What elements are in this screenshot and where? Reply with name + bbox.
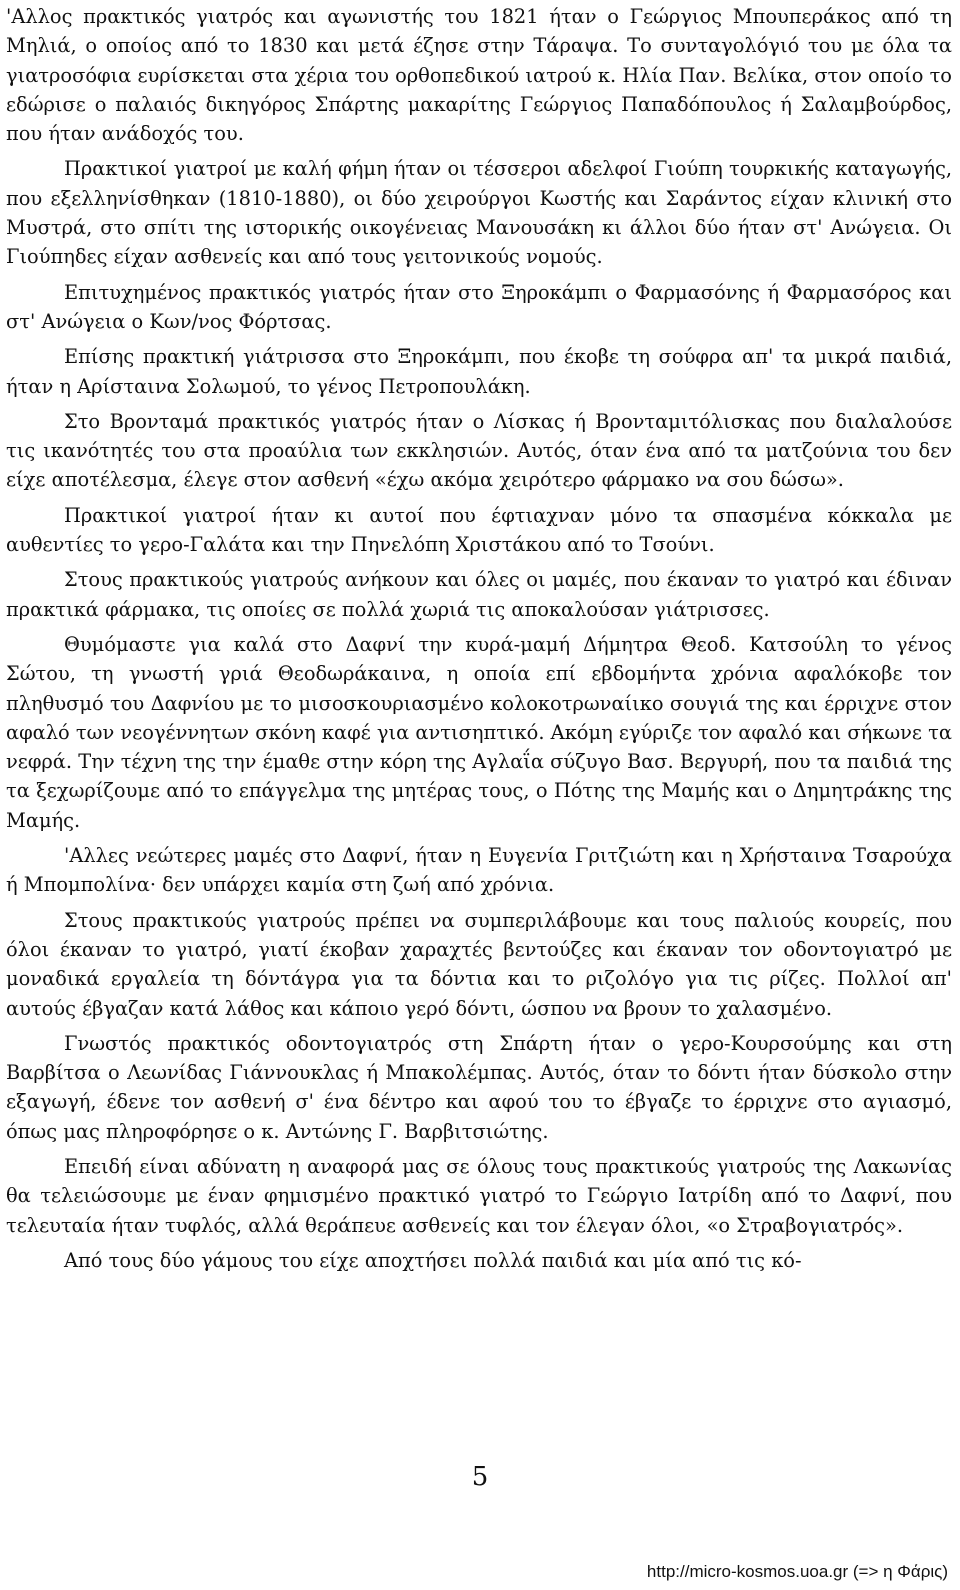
paragraph: 'Αλλες νεώτερες μαμές στο Δαφνί, ήταν η Ευγενία Γριτζιώτη και η Χρήσταινα Τσαρούχα ή Μπομπολίνα· δεν υπάρχει καμία στη ζωή από χρόνια. — [6, 844, 952, 897]
paragraph: Στους πρακτικούς γιατρούς ανήκουν και όλες οι μαμές, που έκαναν το γιατρό και έδιναν πρακτικά φάρμακα, τις οποίες σε πολλά χωριά τις αποκαλούσαν γιάτρισσες. — [6, 568, 952, 621]
paragraph: Πρακτικοί γιατροί ήταν κι αυτοί που έφτιαχναν μόνο τα σπασμένα κόκκαλα με αυθεντίες το γερο-Γαλάτα και την Πηνελόπη Χριστάκου από το Τσούνι. — [6, 503, 952, 557]
paragraph: Από τους δύο γάμους του είχε αποχτήσει πολλά παιδιά και μία από τις κό- — [64, 1248, 802, 1272]
paragraph: Πρακτικοί γιατροί με καλή φήμη ήταν οι τέσσεροι αδελφοί Γιούπη τουρκικής καταγωγής, που εξελληνίσθηκαν (1810-1880), οι δύο χειρούργοι Κωστής και Σαράντος είχαν κλινική στο Μυστρά, στο σπίτι της ιστορικής οικογένειας Μανουσάκη κι άλλοι δύο ήταν στ' Ανώγεια. Οι Γιούπηδες είχαν ασθενείς και από τους γειτονικούς νομούς. — [6, 157, 952, 269]
paragraph: Θυμόμαστε για καλά στο Δαφνί την κυρά-μαμή Δήμητρα Θεοδ. Κατσούλη το γένος Σώτου, τη γνωστή γριά Θεοδωράκαινα, η οποία επί εβδομήντα χρόνια αφαλόκοβε τον πληθυσμό του Δαφνίου με το μισοσκουριασμένο κολοκοτρωναίικο σουγιά της και έρριχνε στον αφαλό των νεογέννητων σκόνη καφέ για αντισηπτικό. Ακόμη εγύριζε τον αφαλό και σήκωνε τα νεφρά. Την τέχνη της την έμαθε στην κόρη της Αγλαΐα σύζυγο Βασ. Βεργυρή, που τα παιδιά της τα ξεχωρίζουμε από το επάγγελμα της μητέρας τους, ο Πότης της Μαμής και ο Δημητράκης της Μαμής. — [6, 632, 952, 832]
paragraph: Γνωστός πρακτικός οδοντογιατρός στη Σπάρτη ήταν ο γερο-Κουρσούμης και στη Βαρβίτσα ο Λεωνίδας Γιάννουκλας ή Μπακολέμπας. Αυτός, όταν το δόντι ήταν δύσκολο στην εξαγωγή, έδενε τον ασθενή σ' ένα δέντρο και αφού του το έβγαζε το έρριχνε στο αγιασμό, όπως μας πληροφόρησε ο κ. Αντώνης Γ. Βαρβιτσιώτης. — [6, 1031, 952, 1143]
page-number: 5 — [471, 1462, 489, 1492]
source-url[interactable]: http://micro-kosmos.uoa.gr (=> η Φάρις) — [646, 1562, 948, 1581]
paragraph: Επίσης πρακτική γιάτρισσα στο Ξηροκάμπι, που έκοβε τη σούφρα απ' τα μικρά παιδιά, ήταν η Αρίσταινα Σολωμού, το γένος Πετροπουλάκη. — [6, 345, 952, 398]
paragraph: Στους πρακτικούς γιατρούς πρέπει να συμπεριλάβουμε και τους παλιούς κουρείς, που όλοι έκαναν το γιατρό, γιατί έκοβαν χαραχτές βεντούζες και έκαναν τον οδοντογιατρό με μοναδικά εργαλεία τη δόντάγρα για τα δόντια και το ριζολόγο για τις ρίζες. Πολλοί απ' αυτούς έβγαζαν κατά λάθος και κάποιο γερό δόντι, ώσπου να βρουν το χαλασμένο. — [6, 908, 952, 1020]
paragraph: 'Αλλος πρακτικός γιατρός και αγωνιστής του 1821 ήταν ο Γεώργιος Μπουπεράκος από τη Μηλιά, ο οποίος από το 1830 και μετά έζησε στην Τάραψα. Το συνταγολόγιό του με όλα τα γιατροσόφια ευρίσκεται στα χέρια του ορθοπεδικού ιατρού κ. Ηλία Παν. Βελίκα, στον οποίο το εδώρισε ο παλαιός δικηγόρος Σπάρτης μακαρίτης Γεώργιος Παπαδόπουλος ή Σαλαμβούρδος, που ήταν ανάδοχός του. — [6, 5, 952, 146]
body-text — [6, 2, 952, 1281]
paragraph: Επειδή είναι αδύνατη η αναφορά μας σε όλους τους πρακτικούς γιατρούς της Λακωνίας θα τελειώσουμε με έναν φημισμένο πρακτικό γιατρό το Γεώργιο Ιατρίδη από το Δαφνί, που τελευταία ήταν τυφλός, αλλά θεράπευε ασθενείς και τον έλεγαν όλοι, «ο Στραβογιατρός». — [6, 1154, 952, 1237]
paragraph: Στο Βρονταμά πρακτικός γιατρός ήταν ο Λίσκας ή Βρονταμιτόλισκας που διαλαλούσε τις ικανότητές του στα προαύλια των εκκλησιών. Αυτός, όταν ένα από τα ματζούνια του δεν είχε αποτέλεσμα, έλεγε στον ασθενή «έχω ακόμα χειρότερο φάρμακο να σου δώσω». — [6, 409, 952, 492]
paragraph: Επιτυχημένος πρακτικός γιατρός ήταν στο Ξηροκάμπι ο Φαρμασόνης ή Φαρμασόρος και στ' Ανώγεια ο Κων/νος Φόρτσας. — [6, 280, 952, 333]
